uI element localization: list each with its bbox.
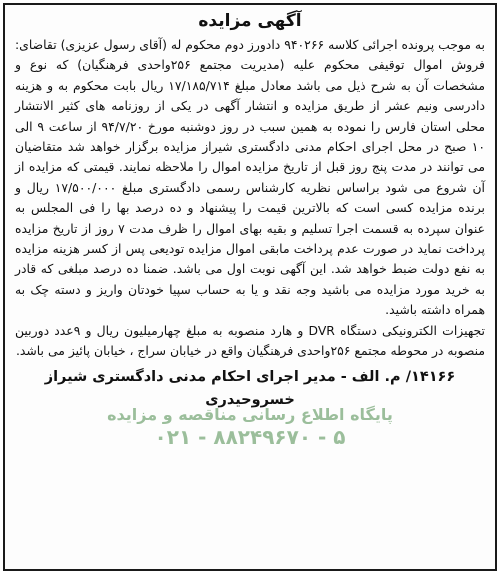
watermark-text: پایگاه اطلاع رسانی مناقصه و مزایده: [107, 405, 393, 424]
watermark-phone: ۰۲۱ - ۸۸۲۴۹۶۷۰ - ۵: [154, 425, 346, 449]
notice-body: [15, 35, 485, 362]
notice-paragraph-main: به موجب پرونده اجرائی کلاسه ۹۴۰۲۶۶ دادورز دوم محکوم له (آقای رسول عزیزی) تقاضای: فروش اموال توقیفی محکوم علیه (مدیریت مجتمع ۲۵۶واحدی فرهنگیان) که نوع و مشخصات آن به شرح ذیل می باشد معادل مبلغ ۱۷/۱۸۵/۷۱۴ ریال بابت محکوم به و هزینه دادرسی ونیم عشر از طریق مزایده و انتشار آگهی در یکی از روزنامه های کثیر الانتشار محلی استان فارس را نموده به همین سبب در روز دوشنبه مورخ ۹۴/۷/۲۰ از ساعت ۹ الی ۱۰ صبح در محل اجرای احکام مدنی دادگستری شیراز مزایده برگزار خواهد شد متقاضیان می توانند در مدت پنج روز قبل از تاریخ مزایده اموال را ملاحظه نمایند. قیمتی که مزایده از آن شروع می شود براساس نظریه کارشناس رسمی دادگستری مبلغ ۱۷/۵۰۰/۰۰۰ ریال و برنده مزایده کسی است که بالاترین قیمت را پیشنهاد و ده درصد بها را فی المجلس به عنوان سپرده به قسمت اجرا تسلیم و بقیه بهای اموال را ظرف مدت ۷ روز از تاریخ مزایده پرداخت نماید در صورت عدم پرداخت مابقی اموال مزایده تودیعی پس از کسر هزینه مزایده به نفع دولت ضبط خواهد شد. این آگهی نوبت اول می باشد. ضمنا ده درصد مبلغی که قادر به خرید مورد مزایده می باشید وجه نقد و یا به حساب سپیا خودتان واریز و دسته چک به همراه داشته باشید.: [14, 37, 486, 318]
notice-signature: [15, 366, 485, 412]
signature-name: خسروحیدری: [205, 391, 295, 408]
notice-title: آگهی مزایده: [198, 11, 302, 31]
signature-office: ۱۴۱۶۶/ م. الف - مدیر اجرای احکام مدنی دادگستری شیراز: [44, 368, 456, 385]
auction-notice: [3, 3, 497, 571]
notice-paragraph-items: تجهیزات الکترونیکی دستگاه DVR و هارد منصوبه به مبلغ چهارمیلیون ریال و ۹عدد دوربین منصوبه در محوطه مجتمع ۲۵۶واحدی فرهنگیان واقع در خیابان سراج ، خیابان پائیز می باشد.: [15, 322, 485, 359]
